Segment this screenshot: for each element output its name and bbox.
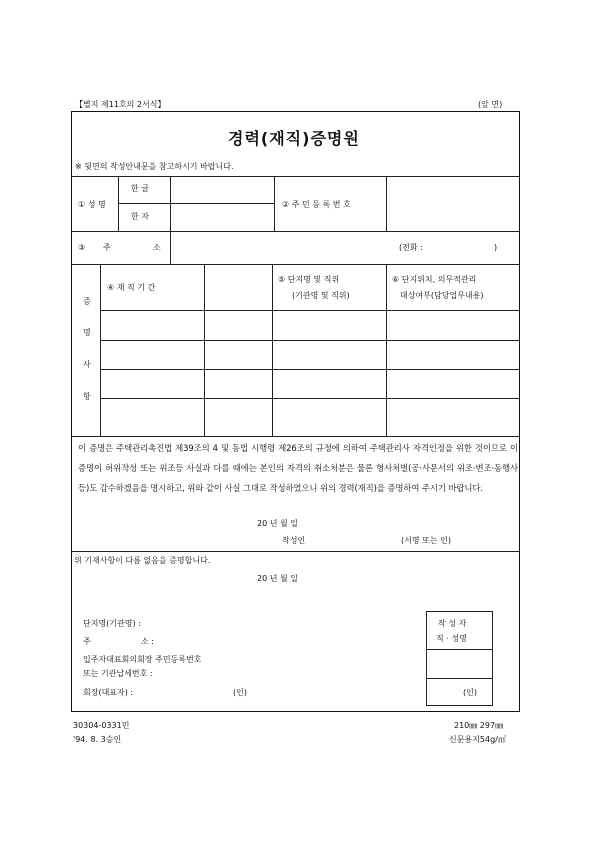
footer-size: 210㎜ 297㎜ (454, 721, 504, 730)
address-label-num: ③ (78, 243, 86, 252)
address-field[interactable] (171, 232, 391, 263)
footer-approval: '94. 8. 3승인 (73, 735, 122, 744)
page-title: 경력(재직)증명원 (228, 129, 360, 148)
org-label: 단지명(기관명) : (83, 619, 141, 628)
writer-box-line1: 작 성 자 (438, 619, 467, 628)
table-row[interactable] (101, 311, 519, 339)
rep-line1: 입주자대표회의회장 주민등록번호 (83, 655, 202, 664)
col-loc-line2: 대상여부(담당업무내용) (400, 291, 484, 300)
col-org-line1: ⑤ 단지명 및 직위 (278, 275, 340, 284)
chair-seal: (인) (233, 688, 247, 697)
hanja-name-field[interactable] (171, 204, 273, 230)
writer-box-line2: 직 · 성명 (436, 634, 467, 643)
proof-side-label-3: 사 (83, 360, 91, 369)
proof-side-label-4: 항 (83, 392, 91, 401)
footer-paper: 신문용지54g/㎡ (449, 735, 506, 744)
name-label: ① 성 명 (78, 200, 106, 209)
table-row[interactable] (101, 399, 519, 435)
rep-line2: 또는 기관납세번호 : (83, 669, 153, 678)
form-side: (앞 면) (478, 100, 503, 109)
resident-no-label: ② 주 민 등 록 번 호 (282, 200, 351, 209)
writer-seal: (인) (463, 688, 477, 697)
phone-close: ) (494, 243, 498, 252)
proof-side-label-1: 증 (83, 297, 91, 306)
form-number: 【별지 제11호의 2서식】 (75, 100, 166, 109)
cert-addr-b: 소 : (141, 637, 154, 646)
chair-label: 회장(대표자) : (83, 688, 134, 697)
hangul-name-field[interactable] (171, 177, 273, 202)
statement-date: 20 년 월 일 (257, 519, 298, 528)
cert-addr-a: 주 (83, 637, 91, 646)
hanja-label: 한 자 (131, 212, 149, 221)
proof-side-label-2: 명 (83, 328, 91, 337)
col-period: ④ 재 직 기 간 (107, 283, 156, 292)
table-row[interactable] (101, 341, 519, 368)
statement-sign: (서명 또는 인) (401, 536, 451, 545)
certification-text: 위 기재사항이 다름 없음을 증명합니다. (74, 556, 211, 565)
statement-text: 이 증명은 주택관리촉진법 제39조의 4 및 동법 시행령 제26조의 규정에 의하여 주택관리사 자격인정을 위한 것이므로 이 증명이 허위작성 또는 위조등 사실과 다를 때에는 본인의 자격의 취소처분은 물론 형사처벌(공·사문서의 위조·변조·동행사등)도 감수하겠음을 명시하고, 위와 같이 사실 그대로 작성하였으니 위의 경력(재직)을 증명하여 주시기 바랍니다. (78, 443, 518, 493)
statement-writer: 작성인 (282, 536, 306, 545)
certification-date: 20 년 월 일 (257, 574, 298, 583)
address-label-b: 소 (153, 243, 161, 252)
col-loc-line1: ⑥ 단지위치, 의무적관리 (392, 275, 477, 284)
notice: ※ 뒷면의 작성안내문을 참고하시기 바랍니다. (75, 162, 234, 171)
table-row[interactable] (101, 370, 519, 397)
col-org-line2: (기관명 및 직위) (292, 291, 350, 300)
address-label-a: 주 (103, 243, 111, 252)
phone-label: (전화 : (399, 243, 423, 252)
footer-code: 30304-0331민 (73, 721, 130, 730)
hangul-label: 한 글 (131, 184, 149, 193)
resident-no-field[interactable] (387, 177, 518, 230)
